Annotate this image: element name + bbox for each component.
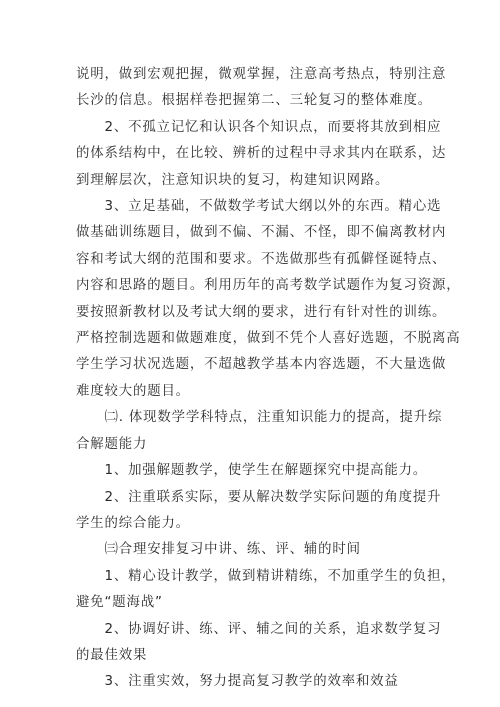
document-body — [76, 62, 461, 696]
text-line: 的体系结构中，在比较、辨析的过程中寻求其内在联系，达 — [76, 146, 447, 162]
text-line: 2、注重联系实际，要从解决数学实际问题的角度提升 — [76, 489, 442, 505]
text-line: 内容和思路的题目。利用历年的高考数学试题作为复习资源， — [76, 278, 461, 294]
text-line: 长沙的信息。根据样卷把握第二、三轮复习的整体难度。 — [76, 93, 433, 109]
text-line: 1、加强解题教学，使学生在解题探究中提高能力。 — [76, 463, 428, 479]
paragraph — [76, 458, 432, 484]
text-line: 3、立足基础，不做数学考试大纲以外的东西。精心选 — [76, 199, 442, 215]
text-line: ㈡. 体现数学学科特点，注重知识能力的提高，提升综 — [76, 410, 443, 426]
paragraph — [76, 564, 456, 617]
text-line: 2、不孤立记忆和认识各个知识点，而要将其放到相应 — [76, 119, 442, 135]
text-line: 2、协调好讲、练、评、辅之间的关系，追求数学复习 — [76, 621, 442, 637]
text-line: 容和考试大纲的范围和要求。不选做那些有孤僻怪诞特点、 — [76, 251, 447, 267]
text-line: 难度较大的题目。 — [76, 383, 190, 399]
text-line: 1、精心设计教学，做到精讲精练，不加重学生的负担， — [76, 568, 456, 584]
paragraph — [76, 669, 432, 695]
text-line: 做基础训练题目，做到不偏、不漏、不怪，即不偏离教材内 — [76, 225, 447, 241]
paragraph — [76, 405, 443, 458]
text-line: 到理解层次，注意知识块的复习，构建知识网路。 — [76, 172, 390, 188]
paragraph — [76, 194, 461, 405]
paragraph — [76, 537, 432, 563]
paragraph — [76, 115, 447, 194]
text-line: 说明，做到宏观把握，微观掌握，注意高考热点，特别注意 — [76, 67, 447, 82]
text-line: 严格控制选题和做题难度，做到不凭个人喜好选题，不脱离高 — [76, 331, 461, 347]
text-line: ㈢合理安排复习中讲、练、评、辅的时间 — [76, 542, 361, 558]
paragraph — [76, 485, 442, 538]
text-line: 学生的综合能力。 — [76, 515, 190, 531]
text-line: 合解题能力 — [76, 436, 148, 452]
text-line: 的最佳效果 — [76, 647, 148, 663]
paragraph — [76, 62, 447, 115]
text-line: 避免“题海战” — [76, 595, 163, 611]
text-line: 学生学习状况选题，不超越教学基本内容选题，不大量选做 — [76, 357, 447, 373]
text-line: 3、注重实效，努力提高复习教学的效率和效益 — [76, 674, 399, 690]
paragraph — [76, 617, 442, 670]
text-line: 要按照新教材以及考试大纲的要求，进行有针对性的训练。 — [76, 304, 447, 320]
